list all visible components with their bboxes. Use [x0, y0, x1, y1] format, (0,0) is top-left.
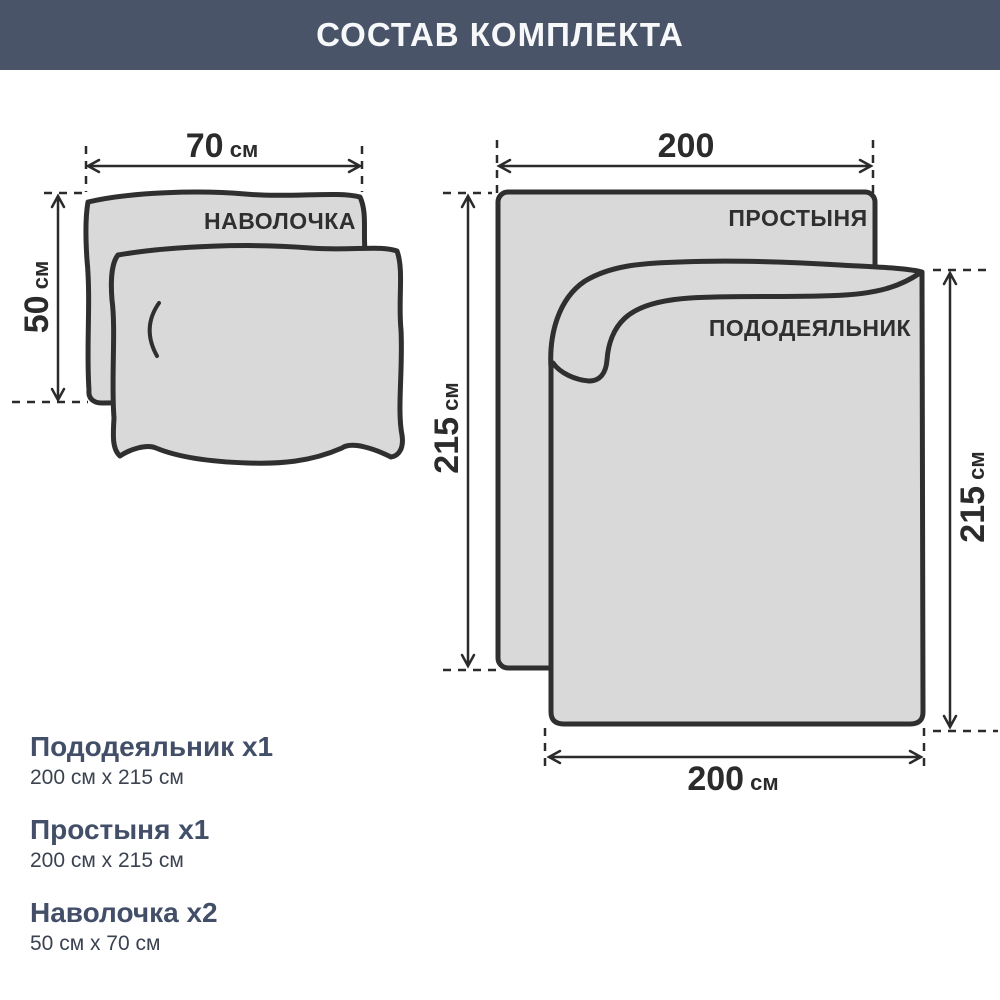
pillow-height-value: 50 см [18, 260, 56, 334]
sheet-height-value: 215 см [428, 382, 466, 474]
list-item [30, 731, 273, 790]
dimension-sheet-width [497, 127, 873, 194]
duvet-width-value: 200 см [687, 760, 779, 798]
duvet-group [551, 261, 923, 724]
list-item [30, 897, 273, 956]
set-contents-list [30, 731, 273, 956]
dimension-sheet-height [428, 193, 497, 670]
item-pillowcase-size: 50 см x 70 см [30, 932, 161, 955]
dimension-duvet-height [933, 270, 998, 731]
sheet-width-value: 200 [657, 127, 715, 165]
item-sheet-size: 200 см x 215 см [30, 849, 184, 872]
dimension-pillow-width [86, 127, 362, 192]
item-duvet-size: 200 см x 215 см [30, 766, 184, 789]
dimension-pillow-height [12, 193, 88, 402]
pillowcase-group [86, 192, 403, 463]
pillow-width-value: 70 см [185, 127, 259, 165]
dimension-duvet-width [545, 728, 924, 798]
duvet-height-value: 215 см [954, 451, 992, 543]
page-title: СОСТАВ КОМПЛЕКТА [316, 16, 684, 53]
duvet-label: ПОДОДЕЯЛЬНИК [708, 315, 912, 341]
pillowcase-label: НАВОЛОЧКА [204, 208, 356, 234]
item-duvet-name: Пододеяльник x1 [30, 731, 274, 762]
list-item [30, 814, 273, 873]
item-sheet-name: Простыня x1 [30, 814, 210, 845]
sheet-label: ПРОСТЫНЯ [728, 205, 868, 231]
item-pillowcase-name: Наволочка x2 [30, 897, 218, 928]
